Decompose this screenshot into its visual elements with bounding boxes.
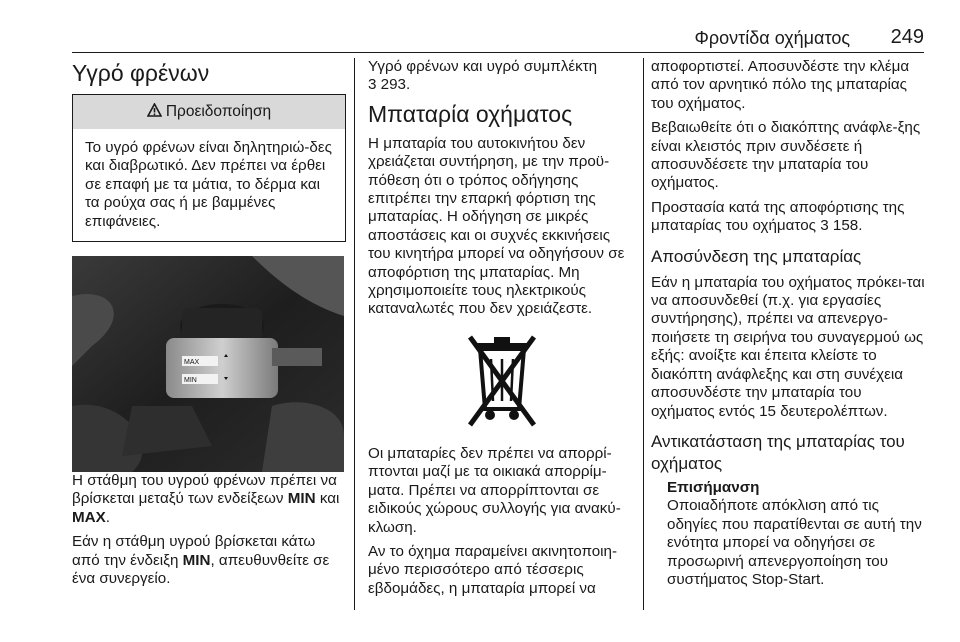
running-header-title: Φροντίδα οχήματος [694, 28, 850, 48]
warning-heading [73, 95, 345, 129]
battery-disconnection-paragraph: Εάν η μπαταρία του οχήματος πρόκει-ται να αποσυνδεθεί (π.χ. για εργασίες συντήρησης), πρέπει να απενεργο-ποιήσετε τη σειρήνα του συναγερμού ως εξής: ανοίξτε και έπειτα κλείστε το διακόπτη ανάφλεξης και στη συνέχεια αποσυνδέστε την μπαταρία του οχήματος εντός 15 δευτερολέπτων. [651, 273, 925, 420]
cross-reference-paragraph [368, 58, 636, 95]
and-word: και [319, 490, 340, 508]
warning-heading-text: Προειδοποίηση [165, 103, 272, 120]
battery-storage-continued: αποφορτιστεί. Αποσυνδέστε την κλέμα από τον αρνητικό πόλο της μπαταρίας του οχήματος. [651, 58, 910, 112]
brake-fluid-reservoir-photo [72, 256, 344, 472]
ignition-check-paragraph: Βεβαιωθείτε ότι ο διακόπτης ανάφλε-ξης είναι κλειστός πριν συνδέσετε ή αποσυνδέσετε την μπαταρία του οχήματος. [651, 119, 921, 192]
crossed-out-wheelie-bin-icon [466, 331, 538, 431]
period: . [105, 508, 110, 526]
brake-fluid-level-text: Η στάθμη του υγρού φρένων πρέπει να βρίσκεται μεταξύ των ενδείξεων [72, 472, 337, 508]
warning-box [72, 94, 346, 242]
battery-maintenance-paragraph: Η μπαταρία του αυτοκινήτου δεν χρειάζεται συντήρηση, με την προϋ-πόθεση ότι ο τρόπος οδήγησης επιτρέπει την επαρκή φόρτιση της μπαταρίας. Η οδήγηση σε μικρές αποστάσεις και οι συχνές εκκινήσεις του κινητήρα μπορεί να οδηγήσουν σε αποφόρτιση της μπαταρίας. Μη χρησιμοποιείτε τους ηλεκτρικούς καταναλωτές που δεν χρειάζεστε. [368, 134, 625, 318]
page-number: 249 [890, 26, 924, 48]
header-rule [72, 52, 924, 53]
min-mark: MIN [287, 490, 316, 508]
min-mark-2: MIN [182, 551, 211, 569]
note-label: Επισήμανση [667, 478, 760, 496]
battery-disposal-paragraph: Οι μπαταρίες δεν πρέπει να απορρί-πτονται μαζί με τα οικιακά απορρίμ-ματα. Πρέπει να απορρίπτονται σε ειδικούς χώρους συλλογής για ανακύ-κλωση. [368, 444, 621, 536]
section-title-brake-fluid: Υγρό φρένων [72, 60, 210, 86]
cross-reference-text: Υγρό φρένων και υγρό συμπλέκτη [368, 58, 598, 75]
note-body: Οποιαδήποτε απόκλιση από τις οδηγίες που παρατίθενται σε αυτή την ενότητα μπορεί να οδηγήσει σε προσωρινή απενεργοποίηση του συστήματος Stop-Start. [667, 497, 922, 588]
max-mark: MAX [72, 508, 106, 526]
discharge-protection-paragraph: Προστασία κατά της αποφόρτισης της μπαταρίας του οχήματος 3 158. [651, 198, 905, 235]
section-title-vehicle-battery: Μπαταρία οχήματος [368, 100, 573, 127]
column-1 [72, 58, 344, 594]
column-2 [368, 58, 636, 604]
cross-reference-link[interactable]: 3 293. [368, 76, 411, 94]
low-level-text-end: , απευθυνθείτε σε ένα συνεργείο. [72, 551, 330, 588]
warning-triangle-icon [147, 95, 162, 129]
warning-body: Το υγρό φρένων είναι δηλητηριώ-δες και διαβρωτικό. Δεν πρέπει να έρθει σε επαφή με τα μάτια, το δέρμα και τα ρούχα σας ή με βαμμένες επιφάνειες. [85, 139, 332, 230]
column-3 [651, 58, 926, 589]
column-divider-2 [643, 58, 644, 610]
low-level-text: Εάν η στάθμη υγρού βρίσκεται κάτω από την ένδειξη [72, 533, 316, 569]
heading-battery-replacement: Αντικατάσταση της μπαταρίας του οχήματος [651, 431, 905, 473]
battery-storage-paragraph: Αν το όχημα παραμείνει ακινητοποιη-μένο περισσότερο από τέσσερις εβδομάδες, η μπαταρία μπορεί να [368, 542, 618, 597]
low-level-paragraph [72, 533, 344, 588]
photo-min-label: MIN [184, 377, 197, 385]
photo-max-label: MAX [184, 359, 200, 367]
heading-battery-disconnection: Αποσύνδεση της μπαταρίας [651, 246, 862, 266]
brake-fluid-level-paragraph [72, 472, 344, 527]
column-divider-1 [354, 58, 355, 610]
